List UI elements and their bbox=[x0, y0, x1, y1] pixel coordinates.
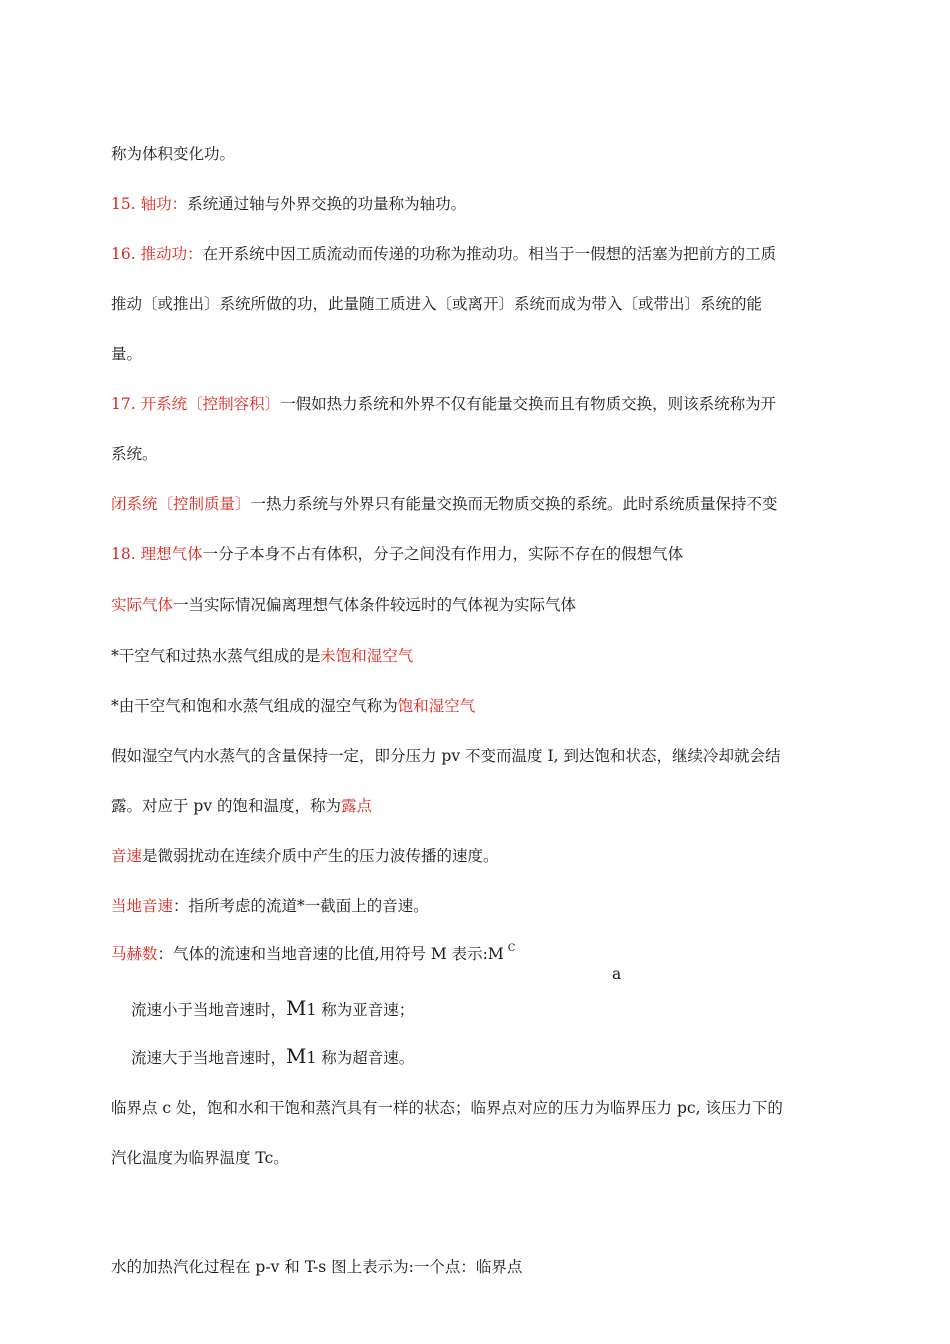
text-line-1: 称为体积变化功。 bbox=[111, 145, 236, 163]
formula-denominator: a bbox=[612, 965, 622, 983]
term-label: 饱和湿空气 bbox=[397, 697, 476, 715]
term-label: 17. 开系统〔控制容积〕 bbox=[111, 395, 281, 413]
definition-dew-point: 露。对应于 pv 的饱和温度，称为露点 bbox=[111, 797, 373, 815]
definition-ideal-gas: 18. 理想气体一分子本身不占有体积，分子之间没有作用力，实际不存在的假想气体 bbox=[111, 545, 684, 563]
term-label: 马赫数 bbox=[111, 945, 158, 963]
text-supersonic: 流速大于当地音速时，M1 称为超音速。 bbox=[131, 1044, 415, 1068]
term-label: 18. 理想气体 bbox=[111, 545, 203, 563]
text-line-7: 系统。 bbox=[111, 445, 158, 463]
term-label: 露点 bbox=[341, 797, 373, 815]
definition-open-system: 17. 开系统〔控制容积〕一假如热力系统和外界不仅有能量交换而且有物质交换，则该系统称为开 bbox=[111, 395, 777, 413]
mach-symbol: M bbox=[286, 1044, 307, 1068]
term-label: 15. 轴功： bbox=[111, 195, 188, 213]
term-label: 当地音速 bbox=[111, 897, 174, 915]
definition-flow-work: 16. 推动功：在开系统中因工质流动而传递的功称为推动功。相当于一假想的活塞为把前方的工质 bbox=[111, 245, 777, 263]
definition-local-sound-speed: 当地音速：指所考虑的流道*一截面上的音速。 bbox=[111, 897, 429, 915]
definition-real-gas: 实际气体一当实际情况偏离理想气体条件较远时的气体视为实际气体 bbox=[111, 596, 577, 614]
text-line-21: 汽化温度为临界温度 Tc。 bbox=[111, 1149, 289, 1167]
term-label: 闭系统〔控制质量〕 bbox=[111, 495, 251, 513]
note-unsaturated-air: *干空气和过热水蒸气组成的是未饱和湿空气 bbox=[111, 647, 414, 665]
term-label: 未饱和湿空气 bbox=[320, 647, 414, 665]
term-label: 实际气体 bbox=[111, 596, 174, 614]
text-line-5: 量。 bbox=[111, 345, 143, 363]
text-subsonic: 流速小于当地音速时，M1 称为亚音速； bbox=[131, 996, 415, 1020]
formula-superscript: C bbox=[507, 943, 516, 954]
text-line-4: 推动〔或推出〕系统所做的功，此量随工质进入〔或离开〕系统而成为带入〔或带出〕系统的能 bbox=[111, 295, 763, 313]
definition-shaft-work: 15. 轴功：系统通过轴与外界交换的功量称为轴功。 bbox=[111, 195, 467, 213]
text-critical-point: 临界点 c 处，饱和水和干饱和蒸汽具有一样的状态；临界点对应的压力为临界压力 pc, 该压力下的 bbox=[111, 1099, 783, 1117]
term-label: 音速 bbox=[111, 847, 143, 865]
note-saturated-air: *由干空气和饱和水蒸气组成的湿空气称为饱和湿空气 bbox=[111, 697, 476, 715]
mach-symbol: M bbox=[286, 996, 307, 1020]
term-label: 16. 推动功： bbox=[111, 245, 203, 263]
definition-sound-speed: 音速是微弱扰动在连续介质中产生的压力波传播的速度。 bbox=[111, 847, 499, 865]
text-line-22: 水的加热汽化过程在 p-v 和 T-s 图上表示为:一个点：临界点 bbox=[111, 1258, 523, 1276]
text-line-13: 假如湿空气内水蒸气的含量保持一定，即分压力 pv 不变而温度 I, 到达饱和状态，继续冷却就会结 bbox=[111, 747, 781, 765]
definition-mach-number: 马赫数：气体的流速和当地音速的比值,用符号 M 表示:M $^C$ bbox=[111, 943, 516, 963]
definition-closed-system: 闭系统〔控制质量〕一热力系统与外界只有能量交换而无物质交换的系统。此时系统质量保持不变 bbox=[111, 495, 778, 513]
